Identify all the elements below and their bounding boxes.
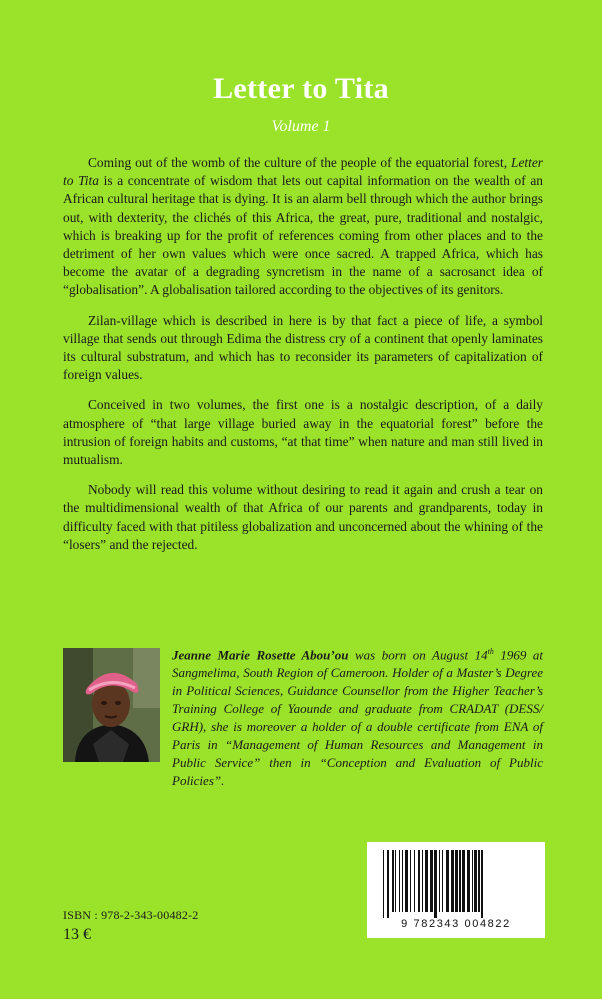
barcode-bar <box>387 850 389 918</box>
barcode-bar <box>439 850 440 912</box>
barcode <box>367 842 545 938</box>
barcode-bar <box>478 850 480 912</box>
barcode-bar <box>472 850 473 912</box>
author-bio-text-2: 1969 at Sangmelima, South Region of Cameroon. Holder of a Master’s Degree in Political Sciences, Guidance Counsellor from the Higher Teacher’s Training College of Yaounde and graduate from CRADAT (DESS/ GRH), she is moreover a holder of a double certificate from ENA of Paris in “Management of Human Resources and Management in Public Service” then in “Conception and Evaluation of Public Policies”. <box>172 647 543 789</box>
barcode-bar <box>392 850 394 912</box>
price: 13 € <box>63 926 91 943</box>
barcode-bar <box>467 850 470 912</box>
barcode-bar <box>422 850 423 912</box>
barcode-digits: 9 782343 004822 <box>401 918 511 930</box>
barcode-bar <box>474 850 477 912</box>
barcode-bar <box>410 850 411 912</box>
barcode-bar <box>425 850 428 912</box>
blurb-paragraph-3: Conceived in two volumes, the first one is a nostalgic description, of a daily atmosphere of “that large village buried away in the equatorial forest” before the intrusion of foreign habits and customs, “at that time” when nature and man still lived in mutualism. <box>63 397 543 468</box>
barcode-bar <box>446 850 449 912</box>
barcode-bar <box>399 850 400 912</box>
author-photo <box>63 648 160 762</box>
barcode-bar <box>430 850 433 912</box>
barcode-bar <box>402 850 403 912</box>
blurb-p1-title: Letter to Tita <box>63 155 543 189</box>
author-portrait-image <box>63 648 160 762</box>
blurb-p1-start: Coming out of the womb of the culture of the people of the equatorial forest, <box>88 155 511 170</box>
barcode-bar <box>418 850 420 912</box>
barcode-bar <box>395 850 396 912</box>
barcode-bar <box>405 850 408 912</box>
blurb <box>63 154 543 566</box>
isbn: ISBN : 978-2-343-00482-2 <box>63 908 199 922</box>
author-section <box>63 647 543 789</box>
book-title: Letter to Tita <box>213 72 389 105</box>
barcode-bar <box>414 850 415 912</box>
barcode-bar <box>434 850 437 918</box>
barcode-bar <box>455 850 458 912</box>
author-bio <box>172 643 543 790</box>
barcode-bar <box>462 850 465 912</box>
barcode-bar <box>383 850 384 918</box>
blurb-paragraph-2: Zilan-village which is described in here is by that fact a piece of life, a symbol village that sends out through Edima the distress cry of a continent that openly laminates its cultural substratum, and which has to reconsider its parameters of capitalization of foreign values. <box>63 312 543 383</box>
author-bio-text-1: was born on August 14 <box>348 647 488 663</box>
barcode-bar <box>481 850 483 918</box>
barcode-bar <box>442 850 443 912</box>
barcode-bar <box>459 850 461 912</box>
author-name: Jeanne Marie Rosette Abou’ou <box>172 647 349 663</box>
author-bio-sup: th <box>487 647 494 656</box>
barcode-bar <box>451 850 454 912</box>
barcode-bars <box>381 850 531 918</box>
blurb-paragraph-1 <box>63 154 543 300</box>
volume-label: Volume 1 <box>271 118 331 135</box>
blurb-paragraph-4: Nobody will read this volume without desiring to read it again and crush a tear on the multidimensional wealth of that Africa of our parents and grandparents, today in difficulty faced with that pitiless globalization and unconcerned about the whining of the “losers” and the rejected. <box>63 482 543 552</box>
blurb-p1-end: is a concentrate of wisdom that lets out capital information on the wealth of an African cultural heritage that is dying. It is an alarm bell through which the author brings out, with dexterity, the clichés of this Africa, the great, pure, traditional and nostalgic, which is breaking up for the profit of references coming from other places and to the detriment of her own values which were once sacred. A trapped Africa, which has become the avatar of a degrading syncretism in the name of a sacrosanct idea of “globalisation”. A globalisation tailored according to the objectives of its genitors. <box>63 173 543 298</box>
